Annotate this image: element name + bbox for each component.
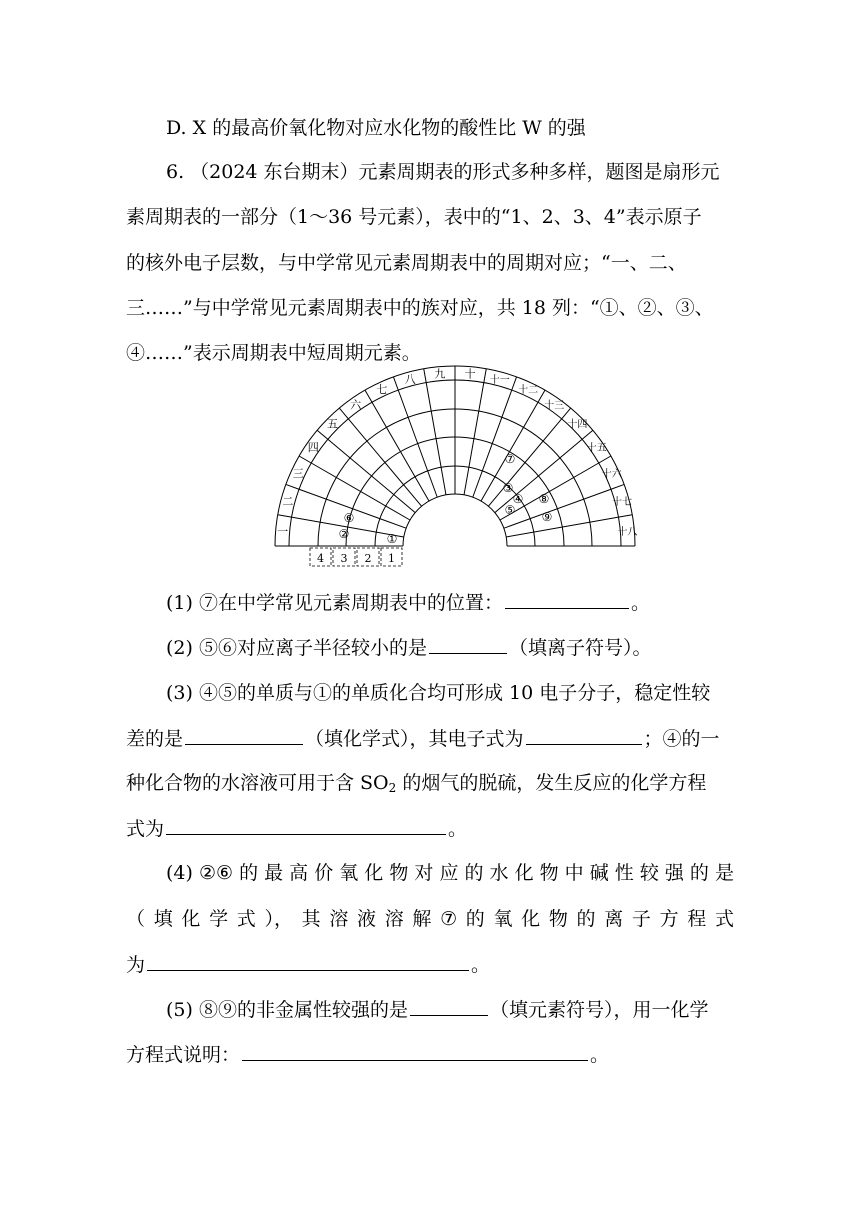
sub4-l2-char: 程 xyxy=(687,908,707,930)
group-label: 三 xyxy=(292,466,304,480)
fan-label-divider xyxy=(278,515,292,517)
q6-line-1: 6. （2024 东台期末）元素周期表的形式多种多样，题图是扇形元 xyxy=(166,161,720,183)
group-label: 一 xyxy=(277,524,289,538)
so2-subscript: 2 xyxy=(388,781,397,795)
sub4-l2-char: 化 xyxy=(181,908,201,930)
sub4-l2-char: 其 xyxy=(301,908,321,930)
sub4-l1-char: 强 xyxy=(664,862,684,884)
sub4-l2-char: （ xyxy=(126,908,146,930)
q6-line-5: ④……”表示周期表中短周期元素。 xyxy=(126,342,421,364)
sub4-l1-char: 较 xyxy=(639,862,659,884)
group-label: 十三 xyxy=(544,400,565,412)
sub3-text-d: 种化合物的水溶液可用于含 SO xyxy=(126,772,389,794)
sub4-line-2 xyxy=(126,907,734,931)
sub4-l1-char: 化 xyxy=(364,862,384,884)
sub4-l1-char: 性 xyxy=(614,862,634,884)
fan-label-divider xyxy=(393,377,398,390)
element-marker: ② xyxy=(338,527,350,541)
sub4-l2-char: 化 xyxy=(521,908,541,930)
sub1-end: 。 xyxy=(630,592,650,614)
sub2-text: (2) ⑤⑥对应离子半径较小的是 xyxy=(166,637,427,659)
sub4-l1-char: ②⑥ xyxy=(198,862,234,884)
fan-label-divider xyxy=(299,456,311,463)
group-label: 二 xyxy=(282,495,294,509)
sub4-l1-char: 的 xyxy=(239,862,259,884)
sub5-text-a: (5) ⑧⑨的非金属性较强的是 xyxy=(166,999,408,1021)
element-marker: ⑤ xyxy=(504,503,516,517)
sub4-l2-char: 子 xyxy=(631,908,651,930)
sub4-l1-char: 物 xyxy=(539,862,559,884)
group-label: 十二 xyxy=(518,385,539,397)
fan-label-divider xyxy=(365,390,372,402)
sub2 xyxy=(166,635,651,660)
option-d: D. X 的最高价氧化物对应水化物的酸性比 W 的强 xyxy=(166,117,586,139)
sub4-l1-char: 的 xyxy=(464,862,484,884)
sub4-l1-char: 氧 xyxy=(339,862,359,884)
period-label: 4 xyxy=(317,552,324,565)
sub4-l2-char: 的 xyxy=(576,908,596,930)
sub4-line-3 xyxy=(126,952,490,977)
sub5-text-c: 方程式说明： xyxy=(126,1044,241,1066)
sub4-l2-char: 解 xyxy=(412,908,432,930)
period-label: 1 xyxy=(388,552,395,565)
period-label: 2 xyxy=(364,552,372,565)
sub4-l2-char: 式 xyxy=(714,908,734,930)
sub1 xyxy=(166,590,650,615)
group-label: 八 xyxy=(404,372,416,386)
fan-label-divider xyxy=(286,484,299,489)
fan-label-divider xyxy=(582,430,593,439)
sub4-l2-char: ⑦ xyxy=(440,908,458,930)
fan-label-divider xyxy=(611,484,624,489)
group-label: 七 xyxy=(376,383,388,397)
group-label: 五 xyxy=(327,417,339,431)
sub4-l2-char: 的 xyxy=(465,908,485,930)
q6-line-2: 素周期表的一部分（1～36 号元素），表中的“1、2、3、4”表示原子 xyxy=(126,206,702,228)
sub3-text-b: （填化学式），其电子式为 xyxy=(305,728,524,750)
sub5-equation-blank[interactable] xyxy=(242,1042,588,1061)
fan-label-divider xyxy=(484,369,486,383)
q6-line-4: 三……”与中学常见元素周期表中的族对应，共 18 列：“①、②、③、 xyxy=(126,297,714,319)
sub5-end: 。 xyxy=(590,1044,610,1066)
group-label: 四 xyxy=(307,440,319,454)
fan-label-divider xyxy=(317,430,328,439)
fan-spoke xyxy=(464,383,484,495)
sub4-equation-blank[interactable] xyxy=(147,952,469,971)
sub4-l1-char: 碱 xyxy=(589,862,609,884)
group-label: 十 xyxy=(464,367,476,381)
sub4-l1-char: 高 xyxy=(289,862,309,884)
sub3-text-a: 差的是 xyxy=(126,728,184,750)
sub4-l2-char: 方 xyxy=(659,908,679,930)
sub3-line-2 xyxy=(126,726,720,751)
group-label: 十六 xyxy=(601,468,622,480)
sub4-l2-char: 填 xyxy=(153,908,173,930)
sub5-line-2 xyxy=(126,1042,609,1067)
sub4-l1-char: 物 xyxy=(389,862,409,884)
sub3-formula-blank[interactable] xyxy=(185,726,303,745)
sub4-l2-char: ）， xyxy=(264,908,293,930)
fan-label-divider xyxy=(599,456,611,463)
sub4-l2-char: 溶 xyxy=(329,908,349,930)
sub4-l2-char: 离 xyxy=(604,908,624,930)
sub4-l2-char: 物 xyxy=(548,908,568,930)
sub4-l1-char: 最 xyxy=(264,862,284,884)
sub4-l1-char: (4) xyxy=(166,862,193,884)
sub4-l1-char: 是 xyxy=(714,862,734,884)
group-label: 十七 xyxy=(612,497,633,509)
fan-spoke xyxy=(506,517,618,537)
group-label: 十一 xyxy=(489,374,510,386)
fan-arc xyxy=(403,494,507,546)
sub4-l1-char: 水 xyxy=(489,862,509,884)
group-label: 六 xyxy=(350,398,362,412)
sub4-text: 为 xyxy=(126,954,146,976)
q6-line-3: 的核外电子层数，与中学常见元素周期表中的周期对应；“一、二、 xyxy=(126,252,687,274)
sub4-l1-char: 应 xyxy=(439,862,459,884)
sub3-text-e: 的烟气的脱硫，发生反应的化学方程 xyxy=(396,772,707,794)
element-marker: ⑥ xyxy=(343,511,355,525)
sub2-end: （填离子符号）。 xyxy=(508,637,652,659)
sub3-text-c: ；④的一 xyxy=(643,728,720,750)
fan-label-divider xyxy=(618,515,632,517)
sub3-text-f: 式为 xyxy=(126,818,165,840)
sub3-electron-formula-blank[interactable] xyxy=(526,726,642,745)
sub4-l2-char: 式 xyxy=(236,908,256,930)
sub1-answer-blank[interactable] xyxy=(505,590,629,609)
period-label: 3 xyxy=(340,552,348,565)
fan-label-divider xyxy=(424,369,426,383)
sub4-l2-char: 溶 xyxy=(384,908,404,930)
sub5-text-b: （填元素符号），用一化学 xyxy=(489,999,709,1021)
sub2-answer-blank[interactable] xyxy=(429,635,507,654)
sub3-line-4 xyxy=(126,816,467,841)
sub4-l1-char: 中 xyxy=(564,862,584,884)
fan-periodic-table xyxy=(277,367,638,575)
sub5-symbol-blank[interactable] xyxy=(410,997,488,1016)
element-marker: ① xyxy=(386,532,398,546)
fan-label-divider xyxy=(512,377,517,390)
element-marker: ⑧ xyxy=(538,492,550,506)
sub3-end: 。 xyxy=(448,818,468,840)
group-label: 十四 xyxy=(567,419,588,431)
group-label: 十五 xyxy=(586,442,607,454)
sub4-l2-char: 氧 xyxy=(493,908,513,930)
sub4-l1-char: 价 xyxy=(314,862,334,884)
sub3-equation-blank[interactable] xyxy=(166,816,446,835)
sub3-line-1: (3) ④⑤的单质与①的单质化合均可形成 10 电子分子，稳定性较 xyxy=(166,682,711,704)
sub4-end: 。 xyxy=(471,954,491,976)
sub4-l2-char: 液 xyxy=(357,908,377,930)
element-marker: ③ xyxy=(502,481,514,495)
fan-grid xyxy=(275,366,638,566)
sub3-line-3 xyxy=(126,771,706,800)
sub4-l2-char: 学 xyxy=(209,908,229,930)
fan-label-divider xyxy=(339,408,348,419)
sub5-line-1 xyxy=(166,997,708,1022)
fan-spoke xyxy=(426,383,446,495)
sub4-l1-char: 对 xyxy=(414,862,434,884)
element-marker: ⑨ xyxy=(541,510,553,524)
group-label: 十八 xyxy=(617,526,638,538)
element-marker: ④ xyxy=(512,492,524,506)
element-marker: ⑦ xyxy=(504,452,516,466)
group-label: 九 xyxy=(434,367,446,381)
sub1-text: (1) ⑦在中学常见元素周期表中的位置： xyxy=(166,592,503,614)
sub4-l1-char: 化 xyxy=(514,862,534,884)
sub4-line-1 xyxy=(166,861,734,885)
sub4-l1-char: 的 xyxy=(689,862,709,884)
